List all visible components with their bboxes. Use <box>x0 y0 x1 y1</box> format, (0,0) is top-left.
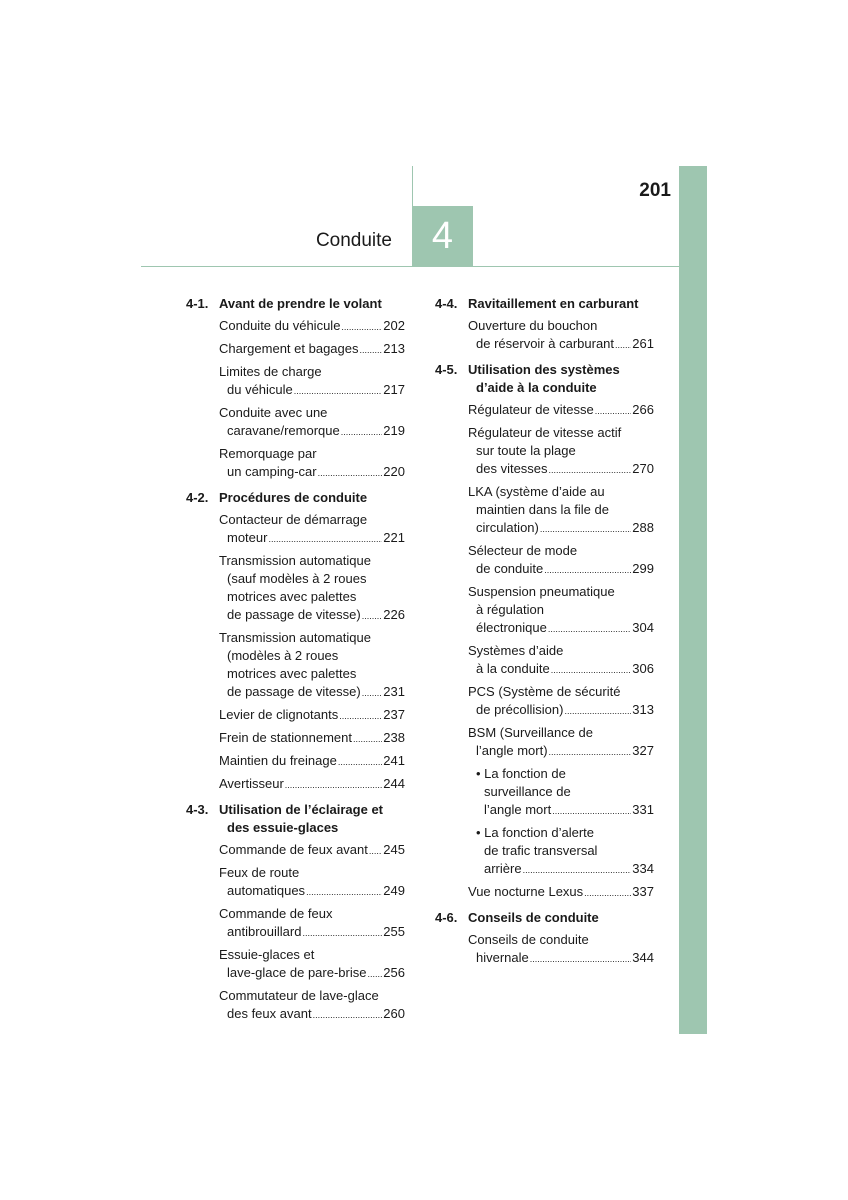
toc-entry[interactable] <box>468 765 654 820</box>
entry-page-number: 226 <box>383 607 405 622</box>
section-title: Utilisation des systèmes <box>468 362 620 377</box>
entry-label: de réservoir à carburant <box>476 336 615 351</box>
entry-last-line <box>468 949 654 968</box>
entry-label: des vitesses <box>476 461 548 476</box>
entry-line: Ouverture du bouchon <box>468 318 598 333</box>
toc-entry[interactable] <box>219 706 405 725</box>
toc-entry[interactable] <box>219 752 405 771</box>
entry-last-line <box>468 742 654 761</box>
entry-last-line <box>468 560 654 579</box>
entry-label: Vue nocturne Lexus <box>468 884 584 899</box>
dot-leader <box>313 1005 383 1024</box>
toc-entry[interactable] <box>219 905 405 942</box>
dot-leader <box>549 460 632 479</box>
header-horizontal-rule <box>141 266 679 267</box>
entry-label: Chargement et bagages <box>219 341 359 356</box>
entry-label: circulation) <box>476 520 539 535</box>
entry-line: de trafic transversal <box>484 843 598 858</box>
dot-leader <box>359 340 382 359</box>
dot-leader <box>540 519 631 538</box>
dot-leader <box>615 335 631 354</box>
header-vertical-rule <box>412 166 413 206</box>
entry-last-line <box>219 381 405 400</box>
entry-last-line <box>468 801 654 820</box>
section-number: 4-1. <box>186 296 209 311</box>
entry-line: Sélecteur de mode <box>468 543 578 558</box>
entry-page-number: 249 <box>383 883 405 898</box>
dot-leader <box>530 949 632 968</box>
entry-page-number: 344 <box>632 950 654 965</box>
entry-line: à régulation <box>476 602 544 617</box>
entry-label: de passage de vitesse) <box>227 607 361 622</box>
toc-entry[interactable] <box>468 883 654 902</box>
entry-last-line <box>468 860 654 879</box>
toc-section-heading <box>186 295 405 313</box>
entry-label: hivernale <box>476 950 529 965</box>
entry-label: de conduite <box>476 561 544 576</box>
section-title: Procédures de conduite <box>219 490 368 505</box>
toc-entry[interactable] <box>468 724 654 761</box>
dot-leader <box>285 775 383 794</box>
entry-last-line <box>219 529 405 548</box>
toc-entry[interactable] <box>219 317 405 336</box>
entry-line: motrices avec palettes <box>227 589 357 604</box>
entry-page-number: 266 <box>632 402 654 417</box>
entry-last-line <box>468 701 654 720</box>
toc-entry[interactable] <box>468 401 654 420</box>
toc-entry[interactable] <box>468 931 654 968</box>
entry-line: (sauf modèles à 2 roues <box>227 571 367 586</box>
entry-last-line <box>219 752 405 771</box>
toc-entry[interactable] <box>468 317 654 354</box>
dot-leader <box>268 529 382 548</box>
entry-line: sur toute la plage <box>476 443 576 458</box>
entry-label: lave-glace de pare-brise <box>227 965 367 980</box>
dot-leader <box>544 560 631 579</box>
entry-page-number: 237 <box>383 707 405 722</box>
entry-page-number: 313 <box>632 702 654 717</box>
toc-entry[interactable] <box>219 363 405 400</box>
entry-page-number: 299 <box>632 561 654 576</box>
entry-last-line <box>219 317 405 336</box>
chapter-number-box: 4 <box>412 206 473 267</box>
toc-entry[interactable] <box>219 729 405 748</box>
toc-entry[interactable] <box>219 552 405 625</box>
toc-entry[interactable] <box>468 483 654 538</box>
entry-line: BSM (Surveillance de <box>468 725 593 740</box>
toc-entry[interactable] <box>219 445 405 482</box>
entry-label: Frein de stationnement <box>219 730 352 745</box>
entry-line: Limites de charge <box>219 364 322 379</box>
section-number: 4-4. <box>435 296 458 311</box>
entry-label: de passage de vitesse) <box>227 684 361 699</box>
entry-page-number: 245 <box>383 842 405 857</box>
entry-label: Maintien du freinage <box>219 753 337 768</box>
entry-label: Levier de clignotants <box>219 707 339 722</box>
entry-label: Conduite du véhicule <box>219 318 341 333</box>
entry-label: Commande de feux avant <box>219 842 368 857</box>
section-title: Utilisation de l’éclairage et <box>219 802 383 817</box>
entry-label: antibrouillard <box>227 924 302 939</box>
entry-page-number: 220 <box>383 464 405 479</box>
entry-last-line <box>219 1005 405 1024</box>
toc-entry[interactable] <box>219 864 405 901</box>
dot-leader <box>369 841 382 860</box>
dot-leader <box>564 701 631 720</box>
toc-section-heading <box>435 909 654 927</box>
entry-page-number: 213 <box>383 341 405 356</box>
entry-line: • La fonction de <box>476 766 566 781</box>
entry-line: Feux de route <box>219 865 300 880</box>
entry-label: Régulateur de vitesse <box>468 402 594 417</box>
dot-leader <box>548 619 631 638</box>
toc-entry[interactable] <box>219 629 405 702</box>
toc-entry[interactable] <box>468 642 654 679</box>
entry-last-line <box>468 619 654 638</box>
entry-last-line <box>468 519 654 538</box>
entry-page-number: 260 <box>383 1006 405 1021</box>
section-title: Conseils de conduite <box>468 910 599 925</box>
entry-last-line <box>468 883 654 902</box>
entry-line: Régulateur de vitesse actif <box>468 425 622 440</box>
chapter-title: Conduite <box>315 230 392 251</box>
page-number: 201 <box>639 180 671 201</box>
entry-line: • La fonction d’alerte <box>476 825 595 840</box>
toc-entry[interactable] <box>468 583 654 638</box>
entry-line: Transmission automatique <box>219 630 371 645</box>
section-number: 4-5. <box>435 362 458 377</box>
toc-column-right <box>435 295 654 968</box>
entry-label: Avertisseur <box>219 776 284 791</box>
entry-page-number: 219 <box>383 423 405 438</box>
toc-section-heading <box>186 489 405 507</box>
entry-label: de précollision) <box>476 702 564 717</box>
entry-last-line <box>219 606 405 625</box>
entry-line: Systèmes d’aide <box>468 643 564 658</box>
entry-line: motrices avec palettes <box>227 666 357 681</box>
entry-last-line <box>219 841 405 860</box>
entry-page-number: 217 <box>383 382 405 397</box>
dot-leader <box>367 964 382 983</box>
entry-line: PCS (Système de sécurité <box>468 684 621 699</box>
entry-page-number: 244 <box>383 776 405 791</box>
section-title: Ravitaillement en carburant <box>468 296 639 311</box>
toc-entry[interactable] <box>219 511 405 548</box>
entry-last-line <box>219 882 405 901</box>
toc-section-heading <box>186 801 405 837</box>
toc-entry[interactable] <box>468 824 654 879</box>
dot-leader <box>341 422 383 441</box>
entry-label: moteur <box>227 530 268 545</box>
dot-leader <box>362 683 383 702</box>
section-title: des essuie-glaces <box>227 820 339 835</box>
dot-leader <box>339 706 382 725</box>
entry-line: Commutateur de lave-glace <box>219 988 379 1003</box>
entry-page-number: 327 <box>632 743 654 758</box>
entry-last-line <box>468 660 654 679</box>
entry-page-number: 202 <box>383 318 405 333</box>
entry-last-line <box>219 340 405 359</box>
dot-leader <box>302 923 382 942</box>
entry-line: Conseils de conduite <box>468 932 589 947</box>
entry-label: l’angle mort <box>484 802 552 817</box>
entry-last-line <box>468 460 654 479</box>
toc-column-left <box>186 295 405 1024</box>
entry-line: maintien dans la file de <box>476 502 609 517</box>
entry-page-number: 288 <box>632 520 654 535</box>
entry-label: automatiques <box>227 883 306 898</box>
dot-leader <box>523 860 632 879</box>
entry-page-number: 331 <box>632 802 654 817</box>
entry-last-line <box>219 923 405 942</box>
entry-page-number: 304 <box>632 620 654 635</box>
entry-label: un camping-car <box>227 464 317 479</box>
entry-page-number: 241 <box>383 753 405 768</box>
toc-entry[interactable] <box>468 424 654 479</box>
entry-label: des feux avant <box>227 1006 312 1021</box>
entry-line: Essuie-glaces et <box>219 947 315 962</box>
entry-page-number: 231 <box>383 684 405 699</box>
entry-line: Contacteur de démarrage <box>219 512 368 527</box>
dot-leader <box>353 729 382 748</box>
toc-entry[interactable] <box>468 683 654 720</box>
entry-last-line <box>219 683 405 702</box>
entry-label: caravane/remorque <box>227 423 340 438</box>
chapter-side-tab <box>679 166 707 1034</box>
dot-leader <box>338 752 382 771</box>
entry-label: électronique <box>476 620 547 635</box>
toc-section-heading <box>435 361 654 397</box>
entry-page-number: 334 <box>632 861 654 876</box>
section-title: d’aide à la conduite <box>476 380 597 395</box>
entry-last-line <box>219 706 405 725</box>
dot-leader <box>549 742 632 761</box>
dot-leader <box>294 381 383 400</box>
toc-section-heading <box>435 295 654 313</box>
section-number: 4-3. <box>186 802 209 817</box>
toc-entry[interactable] <box>219 340 405 359</box>
section-title: Avant de prendre le volant <box>219 296 382 311</box>
section-number: 4-2. <box>186 490 209 505</box>
entry-line: Commande de feux <box>219 906 333 921</box>
entry-last-line <box>219 775 405 794</box>
dot-leader <box>341 317 382 336</box>
section-number: 4-6. <box>435 910 458 925</box>
entry-line: LKA (système d’aide au <box>468 484 605 499</box>
dot-leader <box>552 801 631 820</box>
toc-entry[interactable] <box>219 946 405 983</box>
entry-label: arrière <box>484 861 522 876</box>
dot-leader <box>362 606 383 625</box>
entry-line: Remorquage par <box>219 446 317 461</box>
entry-last-line <box>219 422 405 441</box>
toc-entry[interactable] <box>219 775 405 794</box>
entry-last-line <box>468 335 654 354</box>
toc-entry[interactable] <box>219 841 405 860</box>
entry-page-number: 306 <box>632 661 654 676</box>
entry-label: du véhicule <box>227 382 293 397</box>
entry-line: Conduite avec une <box>219 405 328 420</box>
toc-entry[interactable] <box>219 987 405 1024</box>
entry-page-number: 256 <box>383 965 405 980</box>
dot-leader <box>318 463 383 482</box>
dot-leader <box>595 401 632 420</box>
toc-entry[interactable] <box>219 404 405 441</box>
entry-last-line <box>219 463 405 482</box>
entry-line: (modèles à 2 roues <box>227 648 339 663</box>
entry-page-number: 270 <box>632 461 654 476</box>
entry-page-number: 255 <box>383 924 405 939</box>
entry-page-number: 337 <box>632 884 654 899</box>
dot-leader <box>306 882 382 901</box>
entry-label: l’angle mort) <box>476 743 548 758</box>
entry-page-number: 261 <box>632 336 654 351</box>
entry-last-line <box>468 401 654 420</box>
entry-line: Suspension pneumatique <box>468 584 615 599</box>
dot-leader <box>584 883 631 902</box>
entry-page-number: 221 <box>383 530 405 545</box>
entry-last-line <box>219 729 405 748</box>
entry-page-number: 238 <box>383 730 405 745</box>
entry-line: Transmission automatique <box>219 553 371 568</box>
entry-label: à la conduite <box>476 661 550 676</box>
dot-leader <box>551 660 632 679</box>
entry-last-line <box>219 964 405 983</box>
toc-entry[interactable] <box>468 542 654 579</box>
entry-line: surveillance de <box>484 784 571 799</box>
